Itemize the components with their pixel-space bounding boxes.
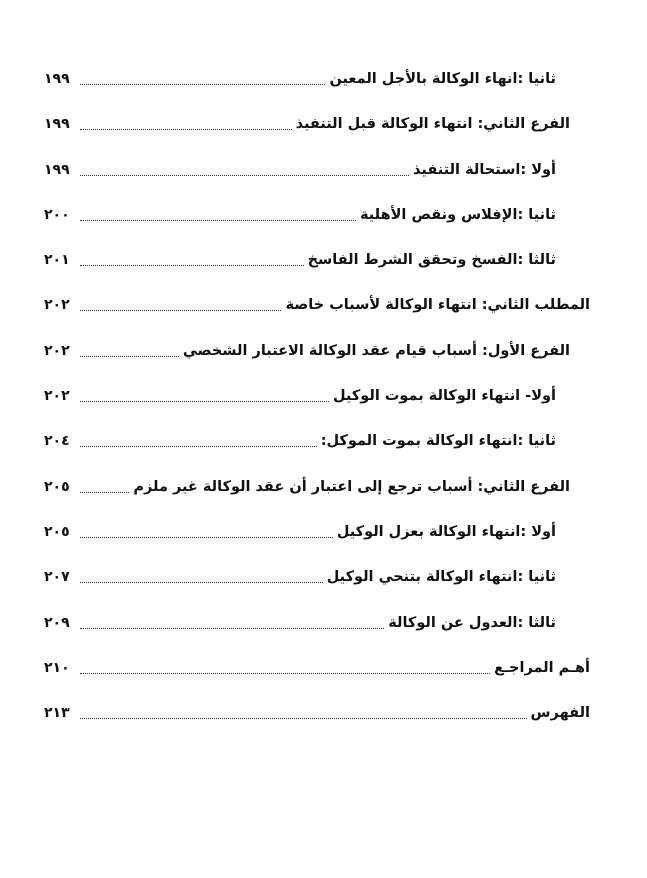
toc-entry-title: ثانيا :انهاء الوكالة بالأجل المعين [329, 71, 556, 87]
toc-entry-page-number: ١٩٩ [44, 71, 70, 87]
toc-entry-page-number: ٢٠٠ [44, 206, 70, 223]
toc-entry-title: الفرع الثاني: انتهاء الوكالة قبل التنفيذ [295, 116, 570, 133]
toc-entry-title: ثانيا :انتهاء الوكالة بموت الموكل: [320, 433, 556, 450]
dot-leader [80, 296, 281, 311]
toc-entry [44, 523, 590, 568]
dot-leader [80, 659, 490, 674]
toc-entry-page-number: ١٩٩ [44, 116, 70, 133]
toc-entry-title: الفهرس [530, 705, 590, 722]
toc-entry [44, 614, 590, 659]
toc-entry-page-number: ٢١٣ [44, 705, 70, 722]
dot-leader [80, 478, 129, 493]
toc-entry-page-number: ٢١٠ [44, 659, 70, 676]
toc-entry [44, 115, 590, 160]
dot-leader [80, 568, 323, 583]
toc-entry [44, 206, 590, 251]
toc-entry [44, 568, 590, 613]
toc-entry-title: الفرع الثاني: أسباب ترجع إلى اعتبار أن عقد الوكالة غير ملزم [133, 478, 570, 495]
dot-leader [80, 161, 409, 176]
toc-entry-page-number: ٢٠٢ [44, 388, 70, 405]
toc-entry-title: أولا :استحالة التنفيذ [413, 161, 556, 178]
toc-entry-title: ثانيا :الإفلاس ونقص الأهلية [359, 206, 556, 223]
toc-entry-page-number: ٢٠٧ [44, 569, 70, 586]
toc-entry-page-number: ٢٠٥ [44, 478, 70, 495]
toc-entry-title: أولا- انتهاء الوكالة بموت الوكيل [332, 388, 556, 405]
dot-leader [80, 251, 304, 266]
toc-entry [44, 161, 590, 206]
dot-leader [80, 70, 325, 85]
toc-entry [44, 478, 590, 523]
toc-entry [44, 704, 590, 749]
toc-entry [44, 251, 590, 296]
dot-leader [80, 387, 329, 402]
dot-leader [80, 432, 317, 447]
toc-entry-title: ثانيا :انتهاء الوكالة بتنحي الوكيل [326, 569, 556, 586]
toc-entry-title: الفرع الأول: أسباب قيام عقد الوكالة الاعتبار الشخصي [182, 342, 570, 359]
toc-entry [44, 342, 590, 387]
toc-entry [44, 296, 590, 341]
dot-leader [80, 523, 333, 538]
toc-entry-page-number: ٢٠٩ [44, 614, 70, 631]
dot-leader [80, 614, 384, 629]
dot-leader [80, 342, 179, 357]
toc-entry-title: أهـم المراجـع [494, 659, 590, 676]
toc-entry-title: ثالثا :العدول عن الوكالة [388, 614, 556, 631]
toc-entry [44, 387, 590, 432]
toc-entry-title: ثالثا :الفسخ وتحقق الشرط الفاسخ [307, 252, 556, 269]
toc-entry-page-number: ١٩٩ [44, 161, 70, 178]
toc-entry [44, 70, 590, 115]
table-of-contents [44, 70, 590, 749]
toc-entry-page-number: ٢٠٢ [44, 297, 70, 314]
toc-entry-page-number: ٢٠٢ [44, 342, 70, 359]
toc-entry-page-number: ٢٠١ [44, 252, 70, 269]
toc-entry [44, 432, 590, 477]
dot-leader [80, 115, 292, 130]
dot-leader [80, 704, 527, 719]
toc-entry-page-number: ٢٠٥ [44, 523, 70, 540]
toc-entry [44, 659, 590, 704]
toc-entry-page-number: ٢٠٤ [44, 433, 70, 450]
toc-entry-title: المطلب الثاني: انتهاء الوكالة لأسباب خاصة [285, 297, 590, 314]
toc-entry-title: أولا :انتهاء الوكالة بعزل الوكيل [336, 523, 556, 540]
dot-leader [80, 206, 356, 221]
